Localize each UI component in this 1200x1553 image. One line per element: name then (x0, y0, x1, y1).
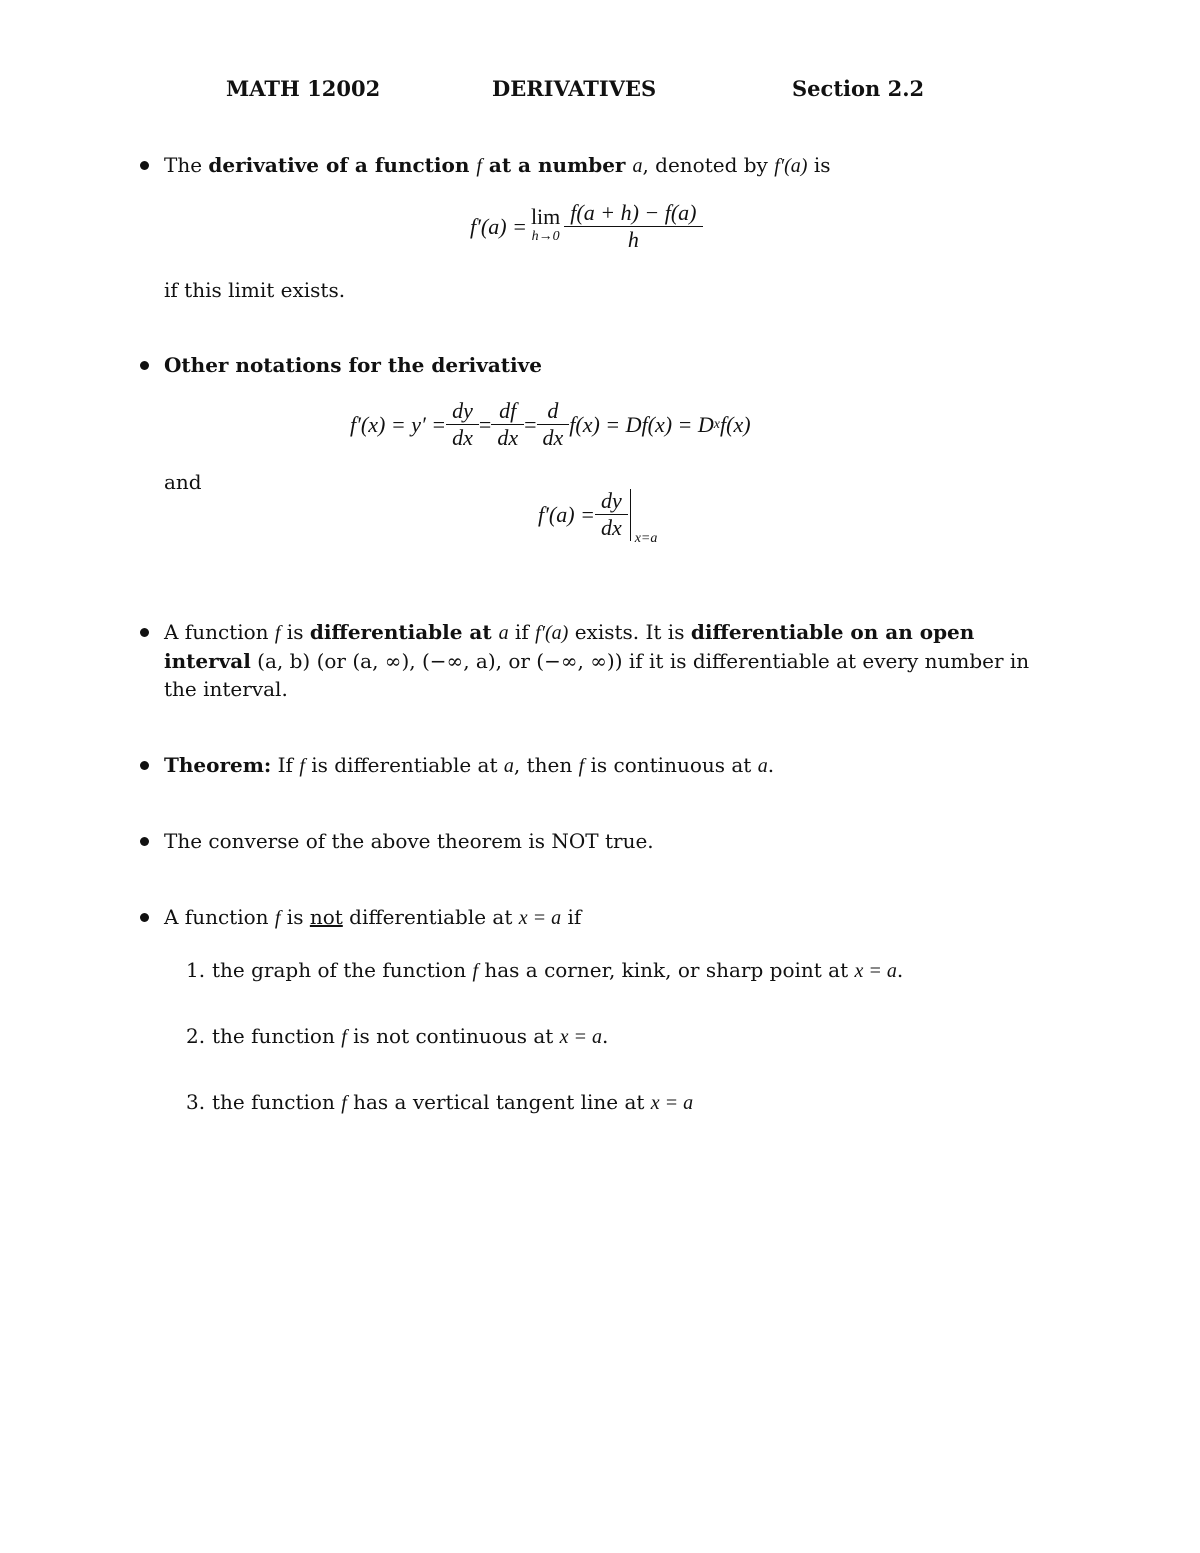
lim-text: lim (530, 203, 561, 229)
text: . (767, 753, 775, 777)
text: is (807, 153, 831, 177)
text: . (602, 1024, 609, 1048)
subscript-x: x (713, 416, 721, 432)
math-f: f (274, 622, 281, 644)
bullet-title: Other notations for the derivative (164, 353, 542, 377)
denominator: h (564, 226, 702, 253)
text: If (271, 753, 300, 777)
and-word: and (164, 470, 202, 494)
math-fprime-a: f′(a) (535, 622, 569, 644)
header-section: Section 2.2 (792, 76, 925, 101)
math-a: a (632, 155, 643, 177)
equation-evaluated-derivative (538, 488, 658, 546)
bullet-dot (140, 361, 149, 370)
math-f: f (274, 907, 281, 929)
equation-notations (350, 398, 751, 451)
text: the graph of the function (212, 958, 473, 982)
math-f: f (341, 1092, 347, 1114)
text: A function (164, 905, 275, 929)
item-number: 2. (186, 1024, 206, 1048)
text: . (896, 958, 904, 982)
text: exists. It is (568, 620, 691, 644)
text: , denoted by (642, 153, 775, 177)
bullet-text (164, 751, 1064, 780)
limit-exists-note: if this limit exists. (164, 278, 346, 302)
text: the function (212, 1024, 342, 1048)
equals: = (524, 411, 537, 437)
text: if (561, 905, 582, 929)
numerator: d (547, 398, 559, 423)
fraction-df-dx (494, 398, 521, 451)
bullet-text (164, 151, 1064, 180)
math-f: f (341, 1026, 347, 1048)
text: has a corner, kink, or sharp point at (478, 958, 855, 982)
fraction (567, 200, 699, 253)
eq-lhs: f′(a) = (470, 213, 527, 239)
denominator: dx (446, 424, 479, 451)
eq-part: f(x) = Df(x) = D (569, 411, 714, 437)
fraction-dy-dx (449, 398, 476, 451)
math-f: f (476, 155, 482, 177)
bullet-text: The converse of the above theorem is NOT true. (164, 829, 654, 853)
math-a: a (503, 755, 514, 777)
text: is (280, 905, 310, 929)
header-topic: DERIVATIVES (492, 76, 657, 101)
list-item (186, 958, 903, 983)
header-course: MATH 12002 (226, 76, 381, 101)
bullet-dot (140, 761, 149, 770)
text: is not continuous at (346, 1024, 560, 1048)
bullet-dot (140, 628, 149, 637)
numerator: df (499, 398, 517, 423)
math-a: a (498, 622, 509, 644)
bold-term: derivative of a function (208, 153, 477, 177)
bold-term: at a number (481, 153, 633, 177)
denominator: dx (537, 424, 570, 451)
text: The (164, 153, 209, 177)
equals: = (478, 411, 492, 437)
limit-operator (530, 203, 561, 247)
item-number: 3. (186, 1090, 206, 1114)
math-x-equals-a: x = a (854, 960, 897, 982)
denominator: dx (491, 424, 524, 451)
text: differentiable at (342, 905, 519, 929)
item-number: 1. (186, 958, 206, 982)
theorem-label: Theorem: (164, 753, 272, 777)
text: (a, b) (or (a, ∞), (−∞, a), or (−∞, ∞)) if it is differentiable at every number in the interval. (164, 649, 1030, 701)
eq-lhs: f′(a) = (538, 501, 595, 527)
bullet-dot (140, 161, 149, 170)
underlined-not: not (309, 905, 343, 929)
numerator: dy (600, 488, 622, 513)
text: is (280, 620, 310, 644)
list-item (186, 1024, 608, 1049)
list-item (186, 1090, 693, 1115)
equation-limit-definition (470, 200, 703, 253)
fraction-d-dx (540, 398, 567, 451)
numerator: dy (452, 398, 473, 423)
evaluation-sub: x=a (634, 530, 658, 546)
bold-term: differentiable on an open interval (164, 620, 975, 673)
lim-sub: h→0 (531, 228, 560, 244)
math-f: f (299, 755, 305, 777)
math-f: f (472, 960, 478, 982)
text: is continuous at (584, 753, 758, 777)
text: if (508, 620, 536, 644)
math-x-equals-a: x = a (650, 1092, 694, 1114)
text: is differentiable at (304, 753, 504, 777)
numerator: f(a + h) − f(a) (570, 200, 697, 225)
bold-term: differentiable at (309, 620, 499, 644)
math-f: f (578, 755, 585, 777)
math-fprime-a: f′(a) (774, 155, 808, 177)
text: the function (212, 1090, 342, 1114)
text: , then (513, 753, 579, 777)
math-a: a (757, 755, 768, 777)
fraction-dy-dx (598, 488, 625, 541)
eq-part: f(x) (720, 411, 751, 437)
bullet-dot (140, 837, 149, 846)
bullet-text (164, 903, 1064, 932)
bullet-text (164, 618, 1064, 703)
bullet-dot (140, 913, 149, 922)
eq-part: f′(x) = y′ = (350, 411, 447, 437)
evaluation-bar (630, 489, 658, 546)
denominator: dx (595, 514, 628, 541)
text: has a vertical tangent line at (346, 1090, 651, 1114)
math-x-equals-a: x = a (559, 1026, 603, 1048)
math-x-equals-a: x = a (518, 907, 562, 929)
text: A function (164, 620, 275, 644)
